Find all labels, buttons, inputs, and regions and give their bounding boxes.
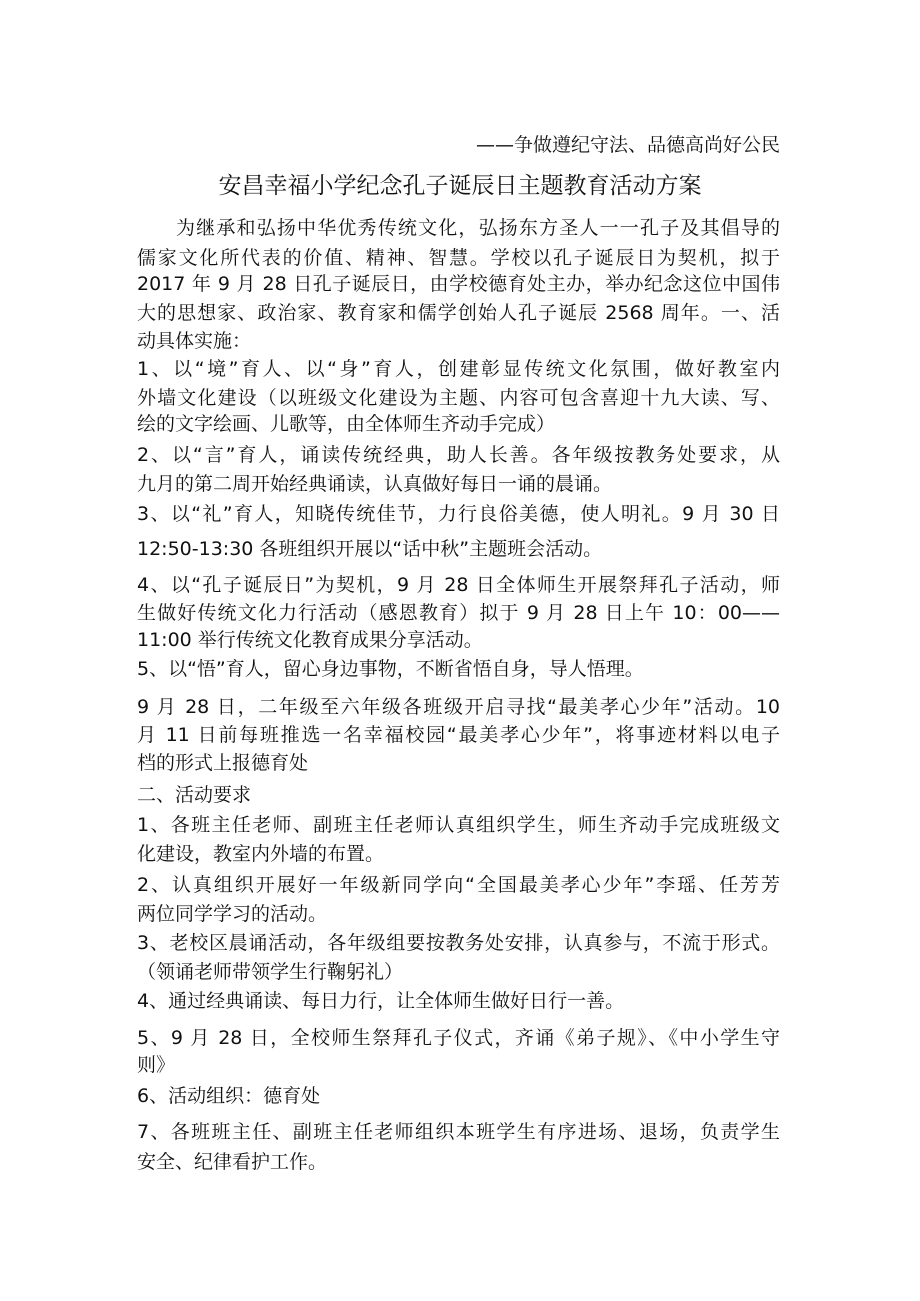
text-line: （领诵老师带领学生行鞠躬礼） xyxy=(137,961,404,983)
text-line: 儒家文化所代表的价值、精神、智慧。学校以孔子诞辰日为契机，拟于 xyxy=(137,247,780,269)
text-line: 档的形式上报德育处 xyxy=(137,752,309,774)
text-line: 11:00 举行传统文化教育成果分享活动。 xyxy=(137,629,483,651)
text-line: 7、各班班主任、副班主任老师组织本班学生有序进场、退场，负责学生 xyxy=(137,1121,780,1143)
text-line: 4、以“孔子诞辰日”为契机，9 月 28 日全体师生开展祭拜孔子活动，师 xyxy=(137,574,780,596)
text-line: 2、以“言”育人，诵读传统经典，助人长善。各年级按教务处要求，从 xyxy=(137,444,780,466)
document-tagline: ——争做遵纪守法、品德高尚好公民 xyxy=(475,134,780,156)
text-line: 1、以“境”育人、以“身”育人，创建彰显传统文化氛围，做好教室内 xyxy=(137,358,780,380)
text-line: 为继承和弘扬中华优秀传统文化，弘扬东方圣人一一孔子及其倡导的 xyxy=(176,217,780,239)
text-line: 5、以“悟”育人，留心身边事物，不断省悟自身，导人悟理。 xyxy=(137,658,644,680)
text-line: 月 11 日前每班推选一名幸福校园“最美孝心少年”，将事迹材料以电子 xyxy=(137,724,780,746)
text-line: 则》 xyxy=(137,1054,176,1076)
text-line: 3、以“礼”育人，知晓传统佳节，力行良俗美德，使人明礼。9 月 30 日 xyxy=(137,503,780,525)
text-line: 两位同学学习的活动。 xyxy=(137,903,328,925)
text-line: 生做好传统文化力行活动（感恩教育）拟于 9 月 28 日上午 10：00—— xyxy=(137,602,780,624)
text-line: 安全、纪律看护工作。 xyxy=(137,1151,328,1173)
text-line: 5、9 月 28 日，全校师生祭拜孔子仪式，齐诵《弟子规》、《中小学生守 xyxy=(137,1027,780,1049)
text-line: 外墙文化建设（以班级文化建设为主题、内容可包含喜迎十九大读、写、 xyxy=(137,387,780,409)
text-line: 绘的文字绘画、儿歌等，由全体师生齐动手完成） xyxy=(137,413,556,435)
text-line: 2017 年 9 月 28 日孔子诞辰日，由学校德育处主办，举办纪念这位中国伟 xyxy=(137,273,780,295)
text-line: 9 月 28 日，二年级至六年级各班级开启寻找“最美孝心少年”活动。10 xyxy=(137,696,780,718)
text-line: 九月的第二周开始经典诵读，认真做好每日一诵的晨诵。 xyxy=(137,473,613,495)
text-line: 大的思想家、政治家、教育家和儒学创始人孔子诞辰 2568 周年。一、活 xyxy=(137,302,780,324)
text-line: 化建设，教室内外墙的布置。 xyxy=(137,843,385,865)
text-line: 1、各班主任老师、副班主任老师认真组织学生，师生齐动手完成班级文 xyxy=(137,814,780,836)
text-line: 二、活动要求 xyxy=(137,784,252,806)
text-line: 2、认真组织开展好一年级新同学向“全国最美孝心少年”李瑶、任芳芳 xyxy=(137,874,780,896)
text-line: 3、老校区晨诵活动，各年级组要按教务处安排，认真参与，不流于形式。 xyxy=(137,932,780,954)
text-line: 4、通过经典诵读、每日力行，让全体师生做好日行一善。 xyxy=(137,990,625,1012)
document-title: 安昌幸福小学纪念孔子诞辰日主题教育活动方案 xyxy=(218,173,702,199)
text-line: 12:50-13:30 各班组织开展以“话中秋”主题班会活动。 xyxy=(137,538,603,560)
text-line: 6、活动组织：德育处 xyxy=(137,1085,321,1107)
text-line: 动具体实施： xyxy=(137,330,252,352)
